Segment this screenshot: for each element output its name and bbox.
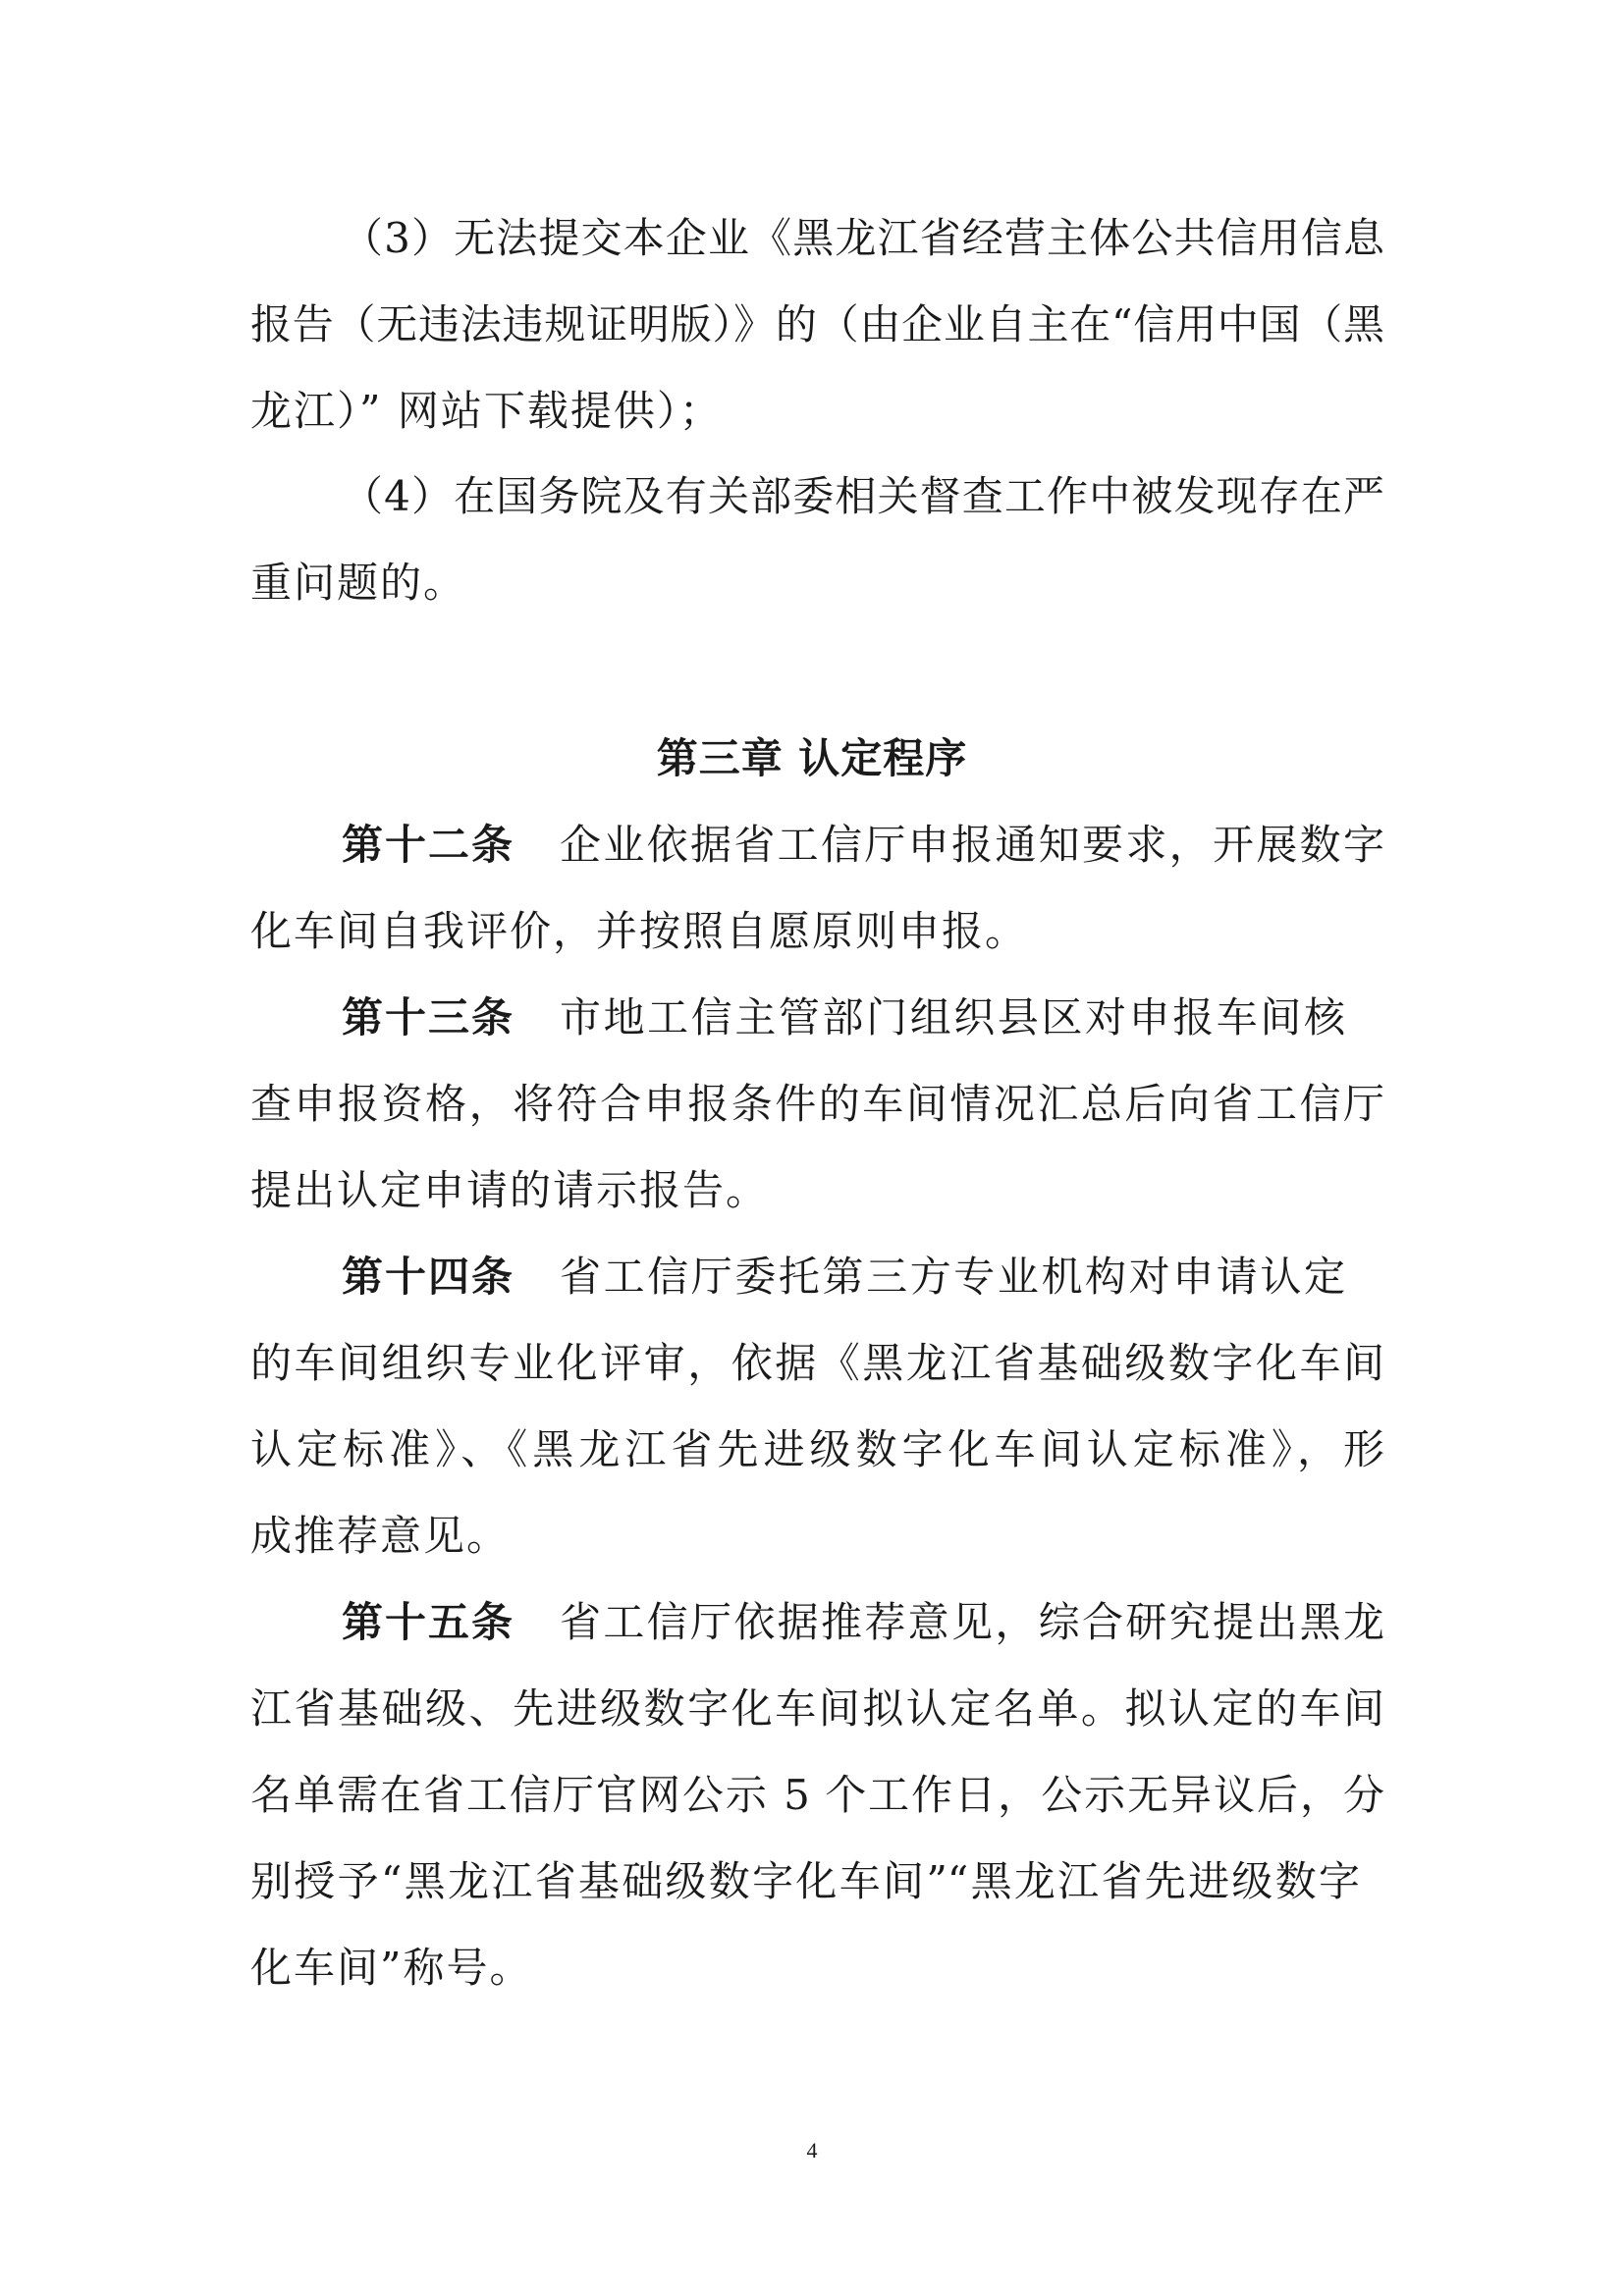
article-14-line-4: 成推荐意见。	[250, 1512, 511, 1560]
item-4-line-1: （4）在国务院及有关部委相关督查工作中被发现存在严	[342, 472, 1384, 520]
article-15-line-3: 名单需在省工信厅官网公示 5 个工作日，公示无异议后，分	[250, 1771, 1384, 1819]
chapter-title: 第三章 认定程序	[656, 734, 968, 782]
page-number: 4	[806, 2138, 818, 2163]
article-15-label: 第十五条	[342, 1598, 515, 1646]
article-13-line-3: 提出认定申请的请示报告。	[250, 1166, 770, 1214]
item-3-line-3: 龙江）” 网站下载提供）；	[250, 387, 723, 435]
article-13-line-2: 查申报资格，将符合申报条件的车间情况汇总后向省工信厅	[250, 1080, 1384, 1128]
article-14-line-2: 的车间组织专业化评审，依据《黑龙江省基础级数字化车间	[250, 1339, 1384, 1387]
article-12-label: 第十二条	[342, 821, 515, 869]
article-15-line-2: 江省基础级、先进级数字化车间拟认定名单。拟认定的车间	[250, 1684, 1384, 1733]
article-15-line-5: 化车间”称号。	[250, 1944, 533, 1992]
item-4-line-2: 重问题的。	[250, 559, 467, 607]
item-3-line-1: （3）无法提交本企业《黑龙江省经营主体公共信用信息	[342, 214, 1384, 262]
article-12-line-1: 企业依据省工信厅申报通知要求，开展数字	[560, 821, 1384, 869]
article-13-line-1: 市地工信主管部门组织县区对申报车间核	[560, 993, 1345, 1041]
article-14-label: 第十四条	[342, 1253, 515, 1301]
article-12-line-2: 化车间自我评价，并按照自愿原则申报。	[250, 907, 1029, 955]
article-15-line-1: 省工信厅依据推荐意见，综合研究提出黑龙	[560, 1598, 1384, 1646]
article-14-line-1: 省工信厅委托第三方专业机构对申请认定	[560, 1253, 1345, 1301]
article-15-line-4: 别授予“黑龙江省基础级数字化车间”“黑龙江省先进级数字	[250, 1857, 1360, 1905]
article-14-line-3: 认定标准》、《黑龙江省先进级数字化车间认定标准》，形	[250, 1425, 1384, 1473]
item-3-line-2: 报告（无违法违规证明版）》的（由企业自主在“信用中国（黑	[250, 300, 1384, 348]
article-13-label: 第十三条	[342, 993, 515, 1041]
